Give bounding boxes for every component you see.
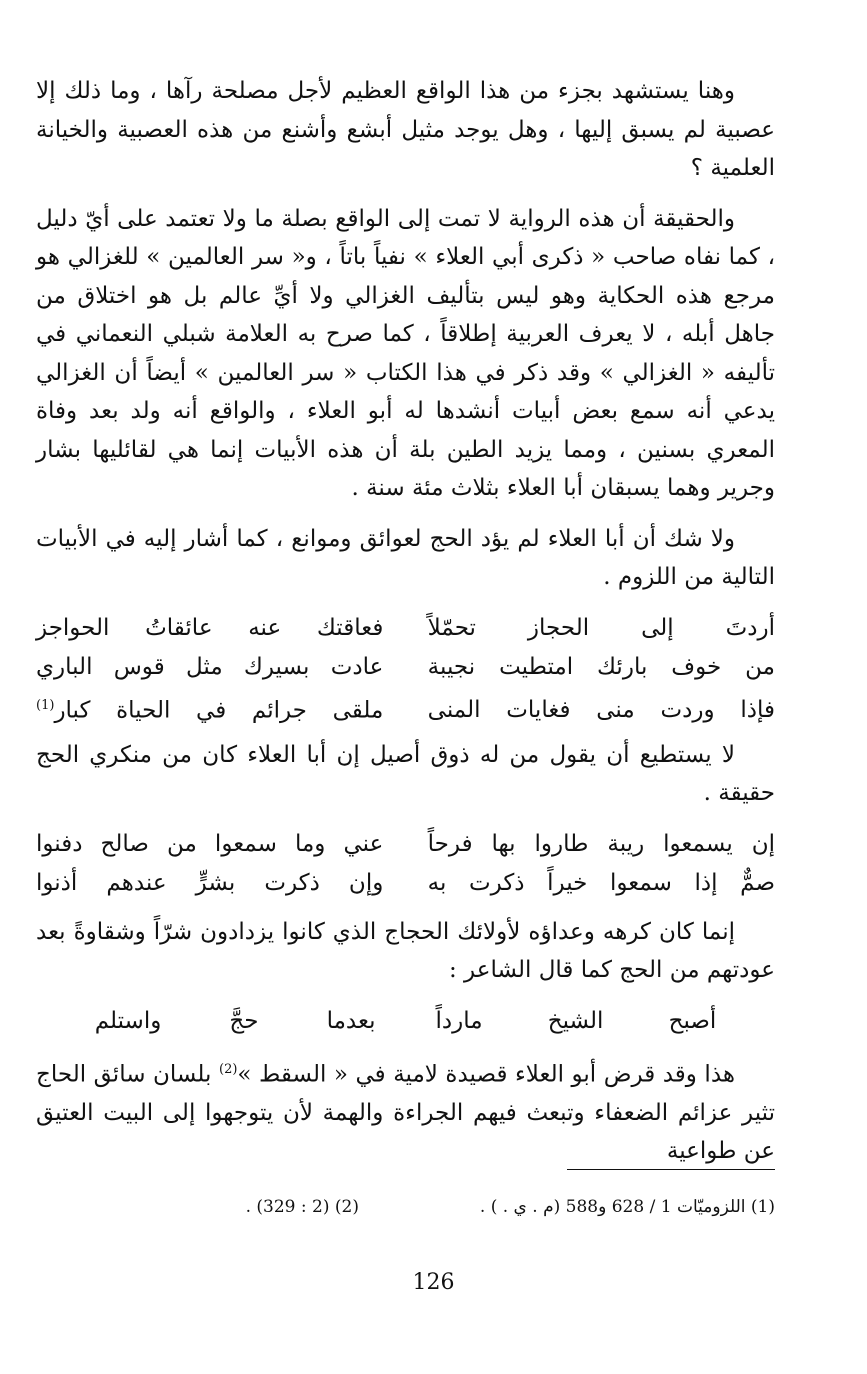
paragraph-6 [36, 1051, 775, 1171]
poem-2-verse-2 [36, 864, 775, 903]
paragraph-2: والحقيقة أن هذه الرواية لا تمت إلى الواقع بصلة ما ولا تعتمد على أيّ دليل ، كما نفاه صاحب « ذكرى أبي العلاء » نفياً باتاً ، و« سر العالمين » للغزالي هو مرجع هذه الحكاية وهو ليس بتأليف الغزالي ولا أيِّ عالم بل هو اختلاق من جاهل أبله ، لا يعرف العربية إطلاقاً ، كما صرح به العلامة شبلي النعماني في تأليفه « الغزالي » وقد ذكر في هذا الكتاب « سر العالمين » أيضاً أن الغزالي يدعي أنه سمع بعض أبيات أنشدها له أبو العلاء ، والواقع أنه ولد بعد وفاة المعري بسنين ، ومما يزيد الطين بلة أن هذه الأبيات إنما هي لقائليها بشار وجرير وهما يسبقان أبا العلاء بثلاث مئة سنة . [36, 205, 775, 501]
hemistich: فإذا وردت منى فغايات المنى [427, 697, 775, 724]
hemistich: إن يسمعوا ريبة طاروا بها فرحاً [427, 830, 775, 857]
paragraph-6-end: بلسان سائق الحاج تثير عزائم الضعفاء وتبعث فيهم الجراءة والهمة لأن يتوجهوا إلى البيت العتيق عن طواعية [36, 1061, 775, 1165]
footnote-1: (1) اللزوميّات 1 / 628 و588 (م . ي . ) . [479, 1197, 775, 1217]
main-text [36, 72, 775, 1183]
footnote-2: (2) (2 : 329) . [245, 1197, 359, 1217]
paragraph-6-start: هذا وقد قرض أبو العلاء قصيدة لامية في « السقط » [237, 1061, 736, 1088]
paragraph-4: لا يستطيع أن يقول من له ذوق أصيل إن أبا العلاء كان من منكري الحج حقيقة . [36, 741, 775, 806]
hemistich: فعاقتك عنه عائقاتُ الحواجز [36, 614, 384, 641]
hemistich: عادت بسيرك مثل قوس الباري [36, 653, 384, 680]
hemistich: عني وما سمعوا من صالح دفنوا [36, 830, 384, 857]
hemistich: ملقى جرائم في الحياة كبار [54, 697, 384, 724]
footnote-ref-1: (1) [36, 697, 55, 713]
hemistich: بعدما حجَّ واستلم [94, 1007, 376, 1034]
hemistich: صمٌّ إذا سمعوا خيراً ذكرت به [427, 869, 775, 896]
hemistich-with-note [36, 687, 383, 730]
poem-3-verse-1 [36, 1002, 775, 1041]
poem-1-verse-1 [36, 609, 775, 648]
footnote-divider [567, 1169, 775, 1170]
poem-1-verse-2 [36, 648, 775, 687]
hemistich: أصبح الشيخ مارداً [435, 1007, 717, 1034]
footnote-ref-2: (2) [218, 1061, 238, 1077]
poem-2 [36, 825, 775, 903]
hemistich: وإن ذكرت بشرٍّ عندهم أذنوا [36, 869, 384, 896]
paragraph-1: وهنا يستشهد بجزء من هذا الواقع العظيم لأجل مصلحة رآها ، وما ذلك إلا عصبية لم يسبق إليها ، وهل يوجد مثيل أبشع وأشنع من هذه العصبية والخيانة العلمية ؟ [36, 78, 775, 181]
page-number: 126 [412, 1270, 455, 1295]
poem-1 [36, 609, 775, 726]
poem-1-verse-3 [36, 687, 775, 726]
poem-2-verse-1 [36, 825, 775, 864]
hemistich: من خوف بارئك امتطيت نجيبة [427, 653, 775, 680]
poem-3 [36, 1002, 775, 1041]
paragraph-5: إنما كان كرهه وعداؤه لأولائك الحجاج الذي كانوا يزدادون شرّاً وشقاوةً بعد عودتهم من الحج كما قال الشاعر : [36, 918, 775, 983]
hemistich: أردتَ إلى الحجاز تحمّلاً [427, 614, 775, 641]
paragraph-3: ولا شك أن أبا العلاء لم يؤد الحج لعوائق وموانع ، كما أشار إليه في الأبيات التالية من اللزوم . [36, 525, 775, 590]
